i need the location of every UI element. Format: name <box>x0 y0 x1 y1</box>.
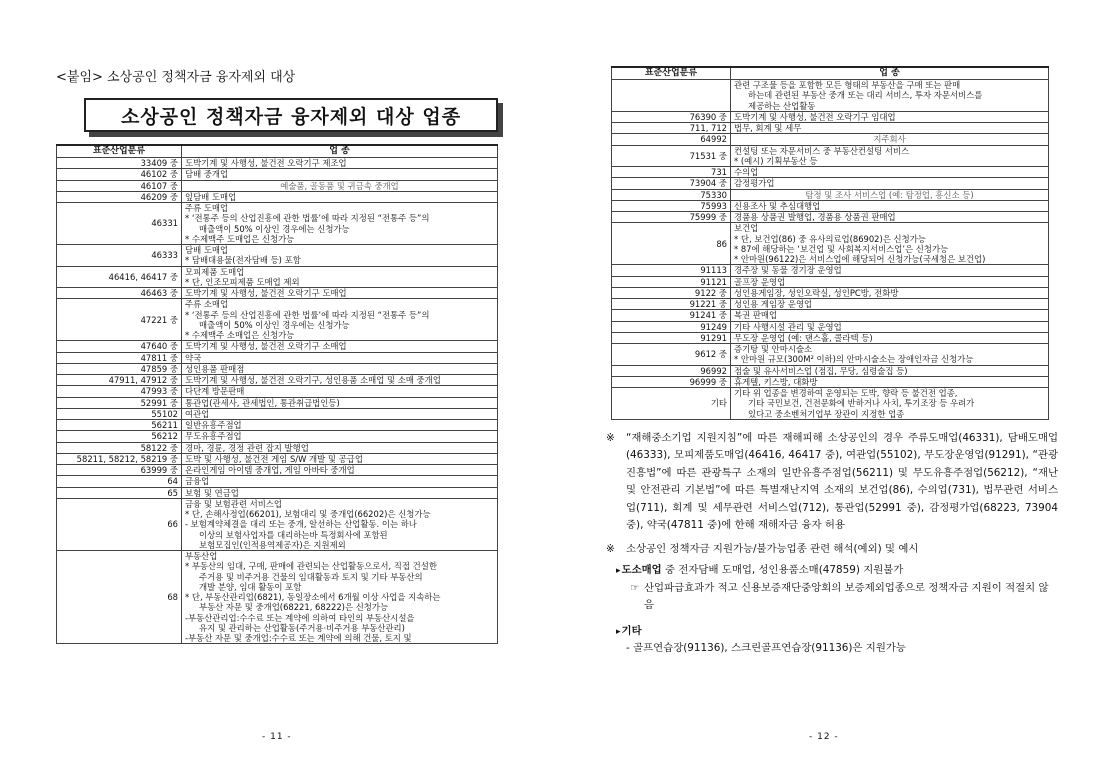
description-line: * 안마원(96122)은 서비스업에 해당되어 신청가능(국세청은 보건업) <box>734 254 986 264</box>
description-line: 보건업 <box>734 223 759 234</box>
table-row <box>612 321 1049 332</box>
description-line: 성인용 게임장 운영업 <box>734 299 813 309</box>
table-row <box>57 299 498 341</box>
industry-code <box>612 80 731 112</box>
table-row <box>57 551 498 644</box>
industry-description <box>731 299 1049 310</box>
industry-description <box>182 551 498 644</box>
description-line: 약국 <box>185 352 202 363</box>
industry-code: 64 <box>57 476 182 487</box>
industry-description <box>182 375 498 386</box>
attachment-heading: <붙임> 소상공인 정책자금 융자제외 대상 <box>56 70 296 85</box>
industry-code: 63999 중 <box>57 465 182 476</box>
industry-description <box>182 266 498 288</box>
description-line: * 87에 해당하는 ‘보건업 및 사회복지서비스업’은 신청가능 <box>734 243 949 254</box>
industry-description <box>182 386 498 397</box>
description-line: * 단, 부동산관리업(6821), 동일장소에서 6개월 이상 사업을 지속하는 <box>185 592 441 602</box>
industry-code: 47993 중 <box>57 386 182 397</box>
table-row <box>612 178 1049 189</box>
industry-description <box>731 265 1049 276</box>
description-line: 이상의 보험사업자를 대리하는바 특정회사에 포함된 <box>199 529 388 540</box>
industry-code: 9612 중 <box>612 344 731 366</box>
industry-code: 58122 중 <box>57 442 182 453</box>
industry-code: 86 <box>612 223 731 265</box>
industry-code: 47640 중 <box>57 341 182 352</box>
description-line: 주류 도매업 <box>185 203 229 213</box>
description-line: * 단, 손해사정업(66201), 보험대리 및 중개업(66202)은 신청가능 <box>185 509 431 519</box>
document-title: 소상공인 정책자금 융자제외 대상 업종 <box>84 98 498 132</box>
industry-code: 46416, 46417 중 <box>57 266 182 288</box>
industry-code: 75993 <box>612 200 731 211</box>
industry-description <box>731 310 1049 321</box>
table-row <box>57 266 498 288</box>
description-line: 성인용게임장, 성인오락실, 성인PC방, 전화방 <box>734 287 899 298</box>
industry-code: 47859 중 <box>57 363 182 374</box>
wholesale-subsection <box>606 562 1058 579</box>
disaster-note-text: “재해중소기업 지원지침”에 따른 재해피해 소상공인의 경우 주류도매업(46331), 담배도매업(46333), 모피제품도매업(46416, 46417 중), 여관업(55102), 무도장운영업(91291), “관광진흥법”에 따른 관광특구 소재의 일반유흥주점업(56211) 및 무도유흥주점업(56212), “재난 및 안전관리 기본법”에 따른 특별재난지역 소재의 보건업(86), 수의업(731), 법무관련 서비스업(711), 회계 및 세무관련 서비스업(712), 통관업(52991 중), 감정평가업(68223, 73904 중), 약국(47811 중)에 한해 재해자금 융자 허용 <box>626 432 1058 532</box>
description-line: 유지 및 관리하는 산업활동(주거용·비주거용 부동산관리) <box>199 622 405 633</box>
industry-description <box>731 145 1049 167</box>
interpretation-note <box>606 541 1058 558</box>
table-row <box>57 420 498 431</box>
industry-code: 58211, 58212, 58219 중 <box>57 453 182 464</box>
industry-description <box>731 276 1049 287</box>
description-line: 매출액이 50% 이상인 경우에는 신청가능 <box>199 223 350 234</box>
description-line: 컨설팅 또는 자문서비스 중 부동산컨설팅 서비스 <box>734 145 910 156</box>
description-line: 제공하는 산업활동 <box>748 100 816 111</box>
industry-description <box>731 332 1049 343</box>
exclusion-table-left <box>56 144 498 644</box>
table-row <box>57 169 498 180</box>
industry-code: 91241 중 <box>612 310 731 321</box>
industry-code: 56212 <box>57 431 182 442</box>
table-row <box>612 376 1049 387</box>
description-line: * 단, 인조모피제품 도매업 제외 <box>185 276 300 287</box>
table-row <box>612 212 1049 223</box>
industry-description <box>182 431 498 442</box>
industry-description <box>731 80 1049 112</box>
description-line: 기타 사행시설 관리 및 운영업 <box>734 321 842 332</box>
description-line: 휴게텔, 키스방, 대화방 <box>734 376 818 387</box>
industry-code: 33409 중 <box>57 158 182 169</box>
description-line: 경주장 및 동물 경기장 운영업 <box>734 265 842 276</box>
triangle-bullet-icon: ▸ <box>616 626 621 637</box>
wholesale-text: 중 전자담배 도매업, 성인용품소매(47859) 지원불가 <box>661 564 904 577</box>
description-line: -부동산관리업:수수료 또는 계약에 의하여 타인의 부동산시설을 <box>185 612 415 623</box>
description-line: 무도유흥주점업 <box>185 431 242 442</box>
table-row <box>57 498 498 550</box>
description-line: 성인용품 판매점 <box>185 363 245 374</box>
table-row <box>57 375 498 386</box>
industry-code: 96999 중 <box>612 376 731 387</box>
industry-description <box>182 203 498 245</box>
other-detail: - 골프연습장(91136), 스크린골프연습장(91136)은 지원가능 <box>626 642 906 655</box>
industry-description <box>182 341 498 352</box>
industry-description <box>182 352 498 363</box>
table-row <box>612 265 1049 276</box>
industry-code: 731 <box>612 167 731 178</box>
table-row <box>57 180 498 191</box>
industry-description <box>182 191 498 202</box>
header-industry: 업 종 <box>182 145 498 158</box>
description-line: 담배 중개업 <box>185 169 229 180</box>
table-row <box>57 352 498 363</box>
industry-code: 55102 <box>57 408 182 419</box>
industry-code: 52991 중 <box>57 397 182 408</box>
industry-code: 47811 중 <box>57 352 182 363</box>
table-row <box>57 465 498 476</box>
industry-code: 65 <box>57 487 182 498</box>
industry-description <box>182 299 498 341</box>
table-row <box>57 397 498 408</box>
industry-description <box>731 388 1049 420</box>
industry-code: 56211 <box>57 420 182 431</box>
reference-mark-icon: ※ <box>606 432 615 444</box>
description-line: * 안마원 규모(300M² 이하)의 안마시술소는 장애인자금 신청가능 <box>734 354 974 365</box>
industry-description <box>182 476 498 487</box>
table-row <box>612 111 1049 122</box>
table-header-row <box>612 67 1049 80</box>
page-number: - 11 - <box>262 732 292 742</box>
industry-description <box>731 365 1049 376</box>
industry-description <box>182 487 498 498</box>
description-line: 매출액이 50% 이상인 경우에는 신청가능 <box>199 319 350 330</box>
table-row <box>57 191 498 202</box>
description-line: 도박기계 및 사행성, 불건전 오락기구 소매업 <box>185 341 347 352</box>
description-line: 부동산업 <box>185 551 218 561</box>
triangle-bullet-icon: ▸ <box>616 566 621 577</box>
industry-code: 75999 중 <box>612 212 731 223</box>
industry-code: 9122 중 <box>612 287 731 298</box>
header-code: 표준산업분류 <box>57 145 182 158</box>
description-line: 수의업 <box>734 167 759 177</box>
industry-description <box>182 498 498 550</box>
table-row <box>612 189 1049 200</box>
description-line: 담배 도매업 <box>185 245 229 255</box>
other-heading: 기타 <box>621 624 642 637</box>
table-row <box>612 123 1049 134</box>
industry-code: 71531 중 <box>612 145 731 167</box>
description-line: 탐정 및 조사 서비스업 (예: 탐정업, 흥신소 등) <box>805 189 974 200</box>
description-line: * ‘전통주 등의 산업진흥에 관한 법률’에 따라 지정된 “전통주 등”의 <box>185 213 430 224</box>
industry-description <box>182 442 498 453</box>
description-line: * 담배대용물(전자담배 등) 포함 <box>185 255 301 266</box>
table-row <box>612 200 1049 211</box>
wholesale-detail-text: 산업파급효과가 적고 신용보증재단중앙회의 보증제외업종으로 정책자금 지원이 적절치 않음 <box>644 581 1049 612</box>
table-row <box>57 363 498 374</box>
industry-code: 46107 중 <box>57 180 182 191</box>
industry-description <box>731 178 1049 189</box>
header-industry: 업 종 <box>731 67 1049 80</box>
table-row <box>612 332 1049 343</box>
disaster-note <box>606 430 1058 535</box>
table-row <box>612 223 1049 265</box>
industry-code: 46463 중 <box>57 288 182 299</box>
description-line: 보험 및 연금업 <box>185 487 239 498</box>
description-line: 보험모집인(인적용역제공자)은 지원제외 <box>199 539 346 550</box>
industry-description <box>731 344 1049 366</box>
description-line: 점술 및 유사서비스업 (점집, 무당, 심령술집 등) <box>734 365 908 376</box>
notes-section <box>606 430 1058 658</box>
table-row <box>612 134 1049 145</box>
industry-description <box>731 223 1049 265</box>
industry-description <box>731 200 1049 211</box>
description-line: -부동산 자문 및 중개업:수수료 또는 계약에 의해 건물, 토지 및 <box>185 633 412 643</box>
description-line: * 부동산의 임대, 구매, 판매에 관련되는 산업활동으로서, 직접 건설한 <box>185 561 437 572</box>
table-row <box>57 408 498 419</box>
description-line: 모피제품 도매업 <box>185 266 245 277</box>
industry-description <box>731 287 1049 298</box>
description-line: 감정평가업 <box>734 178 775 189</box>
industry-description <box>182 453 498 464</box>
industry-code: 91291 <box>612 332 731 343</box>
table-row <box>57 487 498 498</box>
description-line: 도박기계 및 사행성, 불건전 오락기구 도매업 <box>185 288 347 298</box>
description-line: 기타 국민보건, 건전문화에 반하거나 사치, 투기조장 등 우려가 <box>748 398 975 409</box>
industry-code: 73904 중 <box>612 178 731 189</box>
table-row <box>612 299 1049 310</box>
exclusion-table-right <box>611 66 1049 420</box>
industry-description <box>731 189 1049 200</box>
table-row <box>57 476 498 487</box>
description-line: * 수제맥주 소매업은 신청가능 <box>185 330 295 340</box>
description-line: 주류 소매업 <box>185 299 229 310</box>
industry-description <box>731 123 1049 134</box>
description-line: 개발 분양, 임대 활동이 포함 <box>199 581 302 592</box>
description-line: - 보험계약체결을 대리 또는 중개, 알선하는 산업활동. 이는 하나 <box>185 519 417 530</box>
description-line: * (예시) 기획부동산 등 <box>734 155 818 166</box>
industry-description <box>182 465 498 476</box>
description-line: 관련 구조물 등을 포함한 모든 형태의 부동산을 구매 또는 판매 <box>734 80 961 90</box>
industry-description <box>182 245 498 267</box>
description-line: 잎담배 도매업 <box>185 191 237 202</box>
industry-description <box>182 420 498 431</box>
industry-code: 96992 <box>612 365 731 376</box>
table-row <box>57 203 498 245</box>
industry-description <box>731 167 1049 178</box>
description-line: 주거용 및 비주거용 건물의 임대활동과 토지 및 기타 부동산의 <box>199 571 423 582</box>
description-line: * 수제맥주 도매업은 신청가능 <box>185 233 295 244</box>
table-row <box>612 80 1049 112</box>
table-row <box>612 344 1049 366</box>
table-row <box>57 158 498 169</box>
description-line: 온라인게임 아이템 중개업, 게임 아바타 중개업 <box>185 465 355 475</box>
table-row <box>57 341 498 352</box>
table-row <box>612 145 1049 167</box>
description-line: 법무, 회계 및 세무 <box>734 123 802 133</box>
industry-description <box>182 397 498 408</box>
header-code: 표준산업분류 <box>612 67 731 80</box>
description-line: 신용조사 및 추심대행업 <box>734 200 821 211</box>
description-line: 복권 판매업 <box>734 310 778 321</box>
description-line: * 단, 보건업(86) 중 유사의료업(86902)은 신청가능 <box>734 233 926 244</box>
industry-description <box>731 321 1049 332</box>
industry-description <box>182 169 498 180</box>
description-line: 부동산 자문 및 중개업(68221, 68222)은 신청가능 <box>199 602 389 613</box>
description-line: 다단계 방문판매 <box>185 386 245 397</box>
wholesale-detail <box>606 580 1058 615</box>
industry-description <box>182 180 498 191</box>
table-row <box>57 288 498 299</box>
table-row <box>57 386 498 397</box>
description-line: 통관업(관세사, 관세법인, 통관취급법인등) <box>185 397 340 408</box>
description-line: 금융업 <box>185 476 210 487</box>
description-line: 여관업 <box>185 408 210 419</box>
table-row <box>612 276 1049 287</box>
table-row <box>612 388 1049 420</box>
industry-code: 66 <box>57 498 182 550</box>
description-line: 일반유흥주점업 <box>185 420 242 430</box>
wholesale-heading: 도소매업 <box>621 564 662 577</box>
description-line: 도박기계 및 사행성, 불건전 오락기구 제조업 <box>185 158 347 168</box>
industry-code: 91113 <box>612 265 731 276</box>
industry-description <box>731 376 1049 387</box>
table-row <box>57 442 498 453</box>
description-line: 기타 위 업종을 변경하여 운영되는 도박, 향락 등 불건전 업종, <box>734 388 958 398</box>
pointing-hand-icon: ☞ <box>630 581 640 594</box>
industry-description <box>182 363 498 374</box>
industry-code: 75330 <box>612 189 731 200</box>
industry-code: 46333 <box>57 245 182 267</box>
industry-description <box>182 288 498 299</box>
page-number: - 12 - <box>809 732 839 742</box>
industry-description <box>182 408 498 419</box>
industry-description <box>731 134 1049 145</box>
description-line: 경품용 상품권 발행업, 경품용 상품권 판매업 <box>734 212 896 222</box>
description-line: 예술품, 골동품 및 귀금속 중개업 <box>280 180 399 191</box>
industry-code: 46209 중 <box>57 191 182 202</box>
table-header-row <box>57 145 498 158</box>
table-row <box>612 365 1049 376</box>
table-row <box>612 310 1049 321</box>
industry-description <box>731 212 1049 223</box>
other-subsection <box>606 623 1058 640</box>
description-line: 도박 및 사행성, 불건전 게임 S/W 개발 및 공급업 <box>185 453 363 464</box>
industry-code: 46102 중 <box>57 169 182 180</box>
table-row <box>612 287 1049 298</box>
industry-code: 68 <box>57 551 182 644</box>
table-row <box>57 453 498 464</box>
industry-code: 711, 712 <box>612 123 731 134</box>
description-line: 도박기계 및 사행성, 불건전 오락기구, 성인용품 소매업 및 소매 중개업 <box>185 375 441 385</box>
industry-code: 91121 <box>612 276 731 287</box>
industry-description <box>182 158 498 169</box>
industry-code: 47221 중 <box>57 299 182 341</box>
description-line: 경마, 경륜, 경정 관련 잡지 발행업 <box>185 442 309 453</box>
description-line: 증기탕 및 안마시술소 <box>734 344 813 354</box>
reference-mark-icon: ※ <box>606 542 615 555</box>
description-line: 하는데 관련된 부동산 중개 또는 대리 서비스, 투자 자문서비스를 <box>748 90 983 101</box>
description-line: 무도장 운영업 (예: 댄스홀, 콜라텍 등) <box>734 332 873 343</box>
industry-code: 64992 <box>612 134 731 145</box>
industry-code: 91221 중 <box>612 299 731 310</box>
table-row <box>612 167 1049 178</box>
description-line: 있다고 중소벤처기업부 장관이 지정한 업종 <box>748 408 905 419</box>
description-line: 금융 및 보험관련 서비스업 <box>185 498 282 509</box>
industry-code: 76390 중 <box>612 111 731 122</box>
industry-code: 91249 <box>612 321 731 332</box>
description-line: * ‘전통주 등의 산업진흥에 관한 법률’에 따라 지정된 “전통주 등”의 <box>185 309 430 320</box>
table-row <box>57 431 498 442</box>
industry-description <box>731 111 1049 122</box>
industry-code: 46331 <box>57 203 182 245</box>
description-line: 지주회사 <box>873 134 906 145</box>
industry-code: 47911, 47912 중 <box>57 375 182 386</box>
description-line: 도박기계 및 사행성, 불건전 오락기구 임대업 <box>734 111 896 122</box>
industry-code: 기타 <box>612 388 731 420</box>
interpretation-note-text: 소상공인 정책자금 지원가능/불가능업종 관련 해석(예외) 및 예시 <box>626 542 919 555</box>
table-row <box>57 245 498 267</box>
description-line: 골프장 운영업 <box>734 276 786 287</box>
